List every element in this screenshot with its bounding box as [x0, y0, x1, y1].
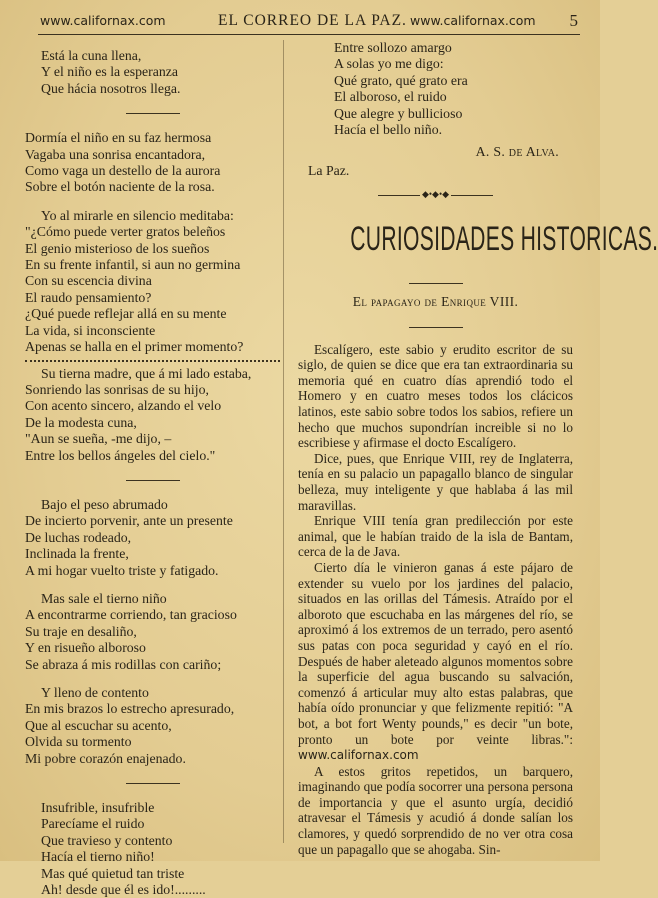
- poem-line: Se abraza á mis rodillas con cariño;: [25, 656, 222, 672]
- section-rule: [126, 480, 180, 481]
- poem-line: Mas qué quietud tan triste: [41, 865, 185, 881]
- ornament-divider: ◆•◆•◆: [298, 189, 573, 199]
- poem-line: Que hácia nosotros llega.: [41, 80, 181, 96]
- poem-stanza: [25, 366, 280, 464]
- header-url-left[interactable]: www.californax.com: [40, 13, 166, 28]
- poem-stanza: [25, 208, 280, 356]
- poem-line: Parecíame el ruido: [41, 816, 145, 832]
- article-paragraph: Dice, pues, que Enrique VIII, rey de Inglaterra, tenía en su palacio un papagallo blanco de singular belleza, muy inteligente y que hablaba á las mil maravillas.: [298, 450, 573, 513]
- poem-line: De incierto porvenir, ante un presente: [25, 513, 233, 529]
- poem-line: Hacía el bello niño.: [334, 122, 443, 138]
- poem-line: A encontrarme corriendo, tan gracioso: [25, 607, 237, 623]
- poem-line: Y en risueño alboroso: [25, 640, 146, 656]
- dotted-rule: [25, 360, 280, 362]
- poem-stanza: [25, 591, 280, 673]
- poem-line: A solas yo me digo:: [334, 56, 444, 72]
- poem-line: Mas sale el tierno niño: [41, 590, 167, 606]
- poem-stanza: [25, 685, 280, 767]
- article-body: [298, 342, 573, 858]
- poem-line: Qué grato, qué grato era: [334, 72, 468, 88]
- poem-line: Sobre el botón naciente de la rosa.: [25, 179, 215, 195]
- article-paragraph: A estos gritos repetidos, un barquero, imaginando que podía socorrer una persona persona de importancia y que el asunto urgía, decidió atravesar el Támesis y acudió á donde salían los clamores, y quedó sorprendido de no ver otra cosa que un papagallo que se ahogaba. Sin-: [298, 763, 573, 857]
- poem-line: Entre los bellos ángeles del cielo.": [25, 447, 216, 463]
- poem-line: Que travieso y contento: [41, 832, 173, 848]
- poem-line: En mis brazos lo estrecho apresurado,: [25, 701, 235, 717]
- poem-line: La vida, si inconsciente: [25, 322, 156, 338]
- poem-line: Mi pobre corazón enajenado.: [25, 750, 186, 766]
- poem-line: Ah! desde que él es ido!.........: [41, 882, 206, 898]
- poem-line: A mi hogar vuelto triste y fatigado.: [25, 562, 219, 578]
- section-rule: [126, 113, 180, 114]
- article-paragraph: Escalígero, este sabio y erudito escritor de su siglo, de quien se dice que era tan extraordinaria su memoria qué en cuatro días aprendió todo el Homero y en cuatro meses todos los clácicos latinos, este sabio sobre todos los sabios, refiere un hecho que muchos supondrían increible si no lo escribiese y afirmase el docto Escalígero.: [298, 341, 573, 451]
- left-column: [25, 40, 280, 898]
- dateline: La Paz.: [308, 162, 350, 178]
- poem-line: De la modesta cuna,: [25, 414, 137, 430]
- article-paragraph: Enrique VIII tenía gran predilección por este animal, que le habían traido de la isla de Bantam, cerca de la de Java.: [298, 513, 573, 560]
- section-rule: [126, 783, 180, 784]
- poem-line: Apenas se halla en el primer momento?: [25, 339, 244, 355]
- poem-stanza: [25, 130, 280, 196]
- poem-line: Su traje en desaliño,: [25, 623, 137, 639]
- page-number: 5: [569, 11, 578, 30]
- column-divider: [283, 40, 284, 843]
- poem-line: Dormía el niño en su faz hermosa: [25, 130, 212, 146]
- poem-line: Su tierna madre, que á mi lado estaba,: [41, 365, 252, 381]
- poem-line: Hacía el tierno niño!: [41, 849, 155, 865]
- header-rule: [38, 34, 580, 35]
- poem-line: Y lleno de contento: [41, 685, 149, 700]
- poem-line: Que al escuchar su acento,: [25, 717, 172, 733]
- poem-line: Que alegre y bullicioso: [334, 105, 463, 121]
- poem-stanza: [25, 48, 280, 97]
- poem-line: Sonriendo las sonrisas de su hijo,: [25, 381, 209, 397]
- inline-url[interactable]: www.californax.com: [298, 748, 419, 763]
- poem-line: Con acento sincero, alzando el velo: [25, 398, 222, 414]
- poem-line: Está la cuna llena,: [41, 48, 142, 63]
- page-header: [40, 10, 578, 32]
- right-column: [298, 40, 658, 857]
- section-title: CURIOSIDADES HISTORICAS.: [350, 220, 658, 259]
- author-signature: A. S. de Alva.: [475, 144, 559, 160]
- poem-stanza: [25, 800, 280, 898]
- poem-line: Yo al mirarle en silencio meditaba:: [41, 207, 234, 223]
- section-rule: [409, 283, 463, 284]
- poem-line: Olvida su tormento: [25, 734, 132, 750]
- poem-line: Insufrible, insufrible: [41, 800, 155, 816]
- poem-line: Con su escencia divina: [25, 273, 152, 289]
- poem-line: Inclinada la frente,: [25, 546, 129, 562]
- poem-line: "Aun se sueña, -me dijo, –: [25, 431, 172, 447]
- header-url-right[interactable]: www.californax.com: [410, 13, 536, 28]
- poem-line: En su frente infantil, si aun no germina: [25, 257, 241, 273]
- poem-line: De luchas rodeado,: [25, 529, 132, 545]
- article-paragraph-text: Cierto día le vinieron ganas á este pájaro de extender su vuelo por los jardines del palacio, situados en las orillas del Támesis. Atraído por el alboroto que escuchaba en las márgenes del río, se aproximó á los extremos de un terrado, pero asentó sus patas con poca seguridad y cayó en el río. Después de haber aleteado algunos momentos sobre la superficie del agua buscando su salvación, comenzó á articular muy alto estas palabras, que había oído pronunciar y que felizmente repitió: "A bot, a bot fort Wenty pounds," es decir "un bote, pronto un bote por veinte libras.":: [298, 559, 573, 747]
- poem-line: El alboroso, el ruido: [334, 89, 447, 105]
- article-subtitle: El papagayo de Enrique VIII.: [352, 294, 519, 310]
- poem-line: Y el niño es la esperanza: [41, 64, 179, 80]
- poem-stanza: [25, 497, 280, 579]
- poem-line: El raudo pensamiento?: [25, 289, 152, 305]
- newspaper-title: EL CORREO DE LA PAZ.: [218, 12, 407, 29]
- poem-line: Como vaga un destello de la aurora: [25, 163, 221, 179]
- poem-line: "¿Cómo puede verter gratos beleños: [25, 224, 226, 240]
- poem-stanza: [298, 40, 573, 138]
- article-paragraph: [298, 560, 573, 764]
- poem-line: ¿Qué puede reflejar allá en su mente: [25, 306, 227, 322]
- section-rule: [409, 327, 463, 328]
- poem-line: Vagaba una sonrisa encantadora,: [25, 146, 206, 162]
- poem-line: El genio misterioso de los sueños: [25, 240, 210, 256]
- poem-line: Entre sollozo amargo: [334, 40, 452, 55]
- poem-line: Bajo el peso abrumado: [41, 496, 168, 512]
